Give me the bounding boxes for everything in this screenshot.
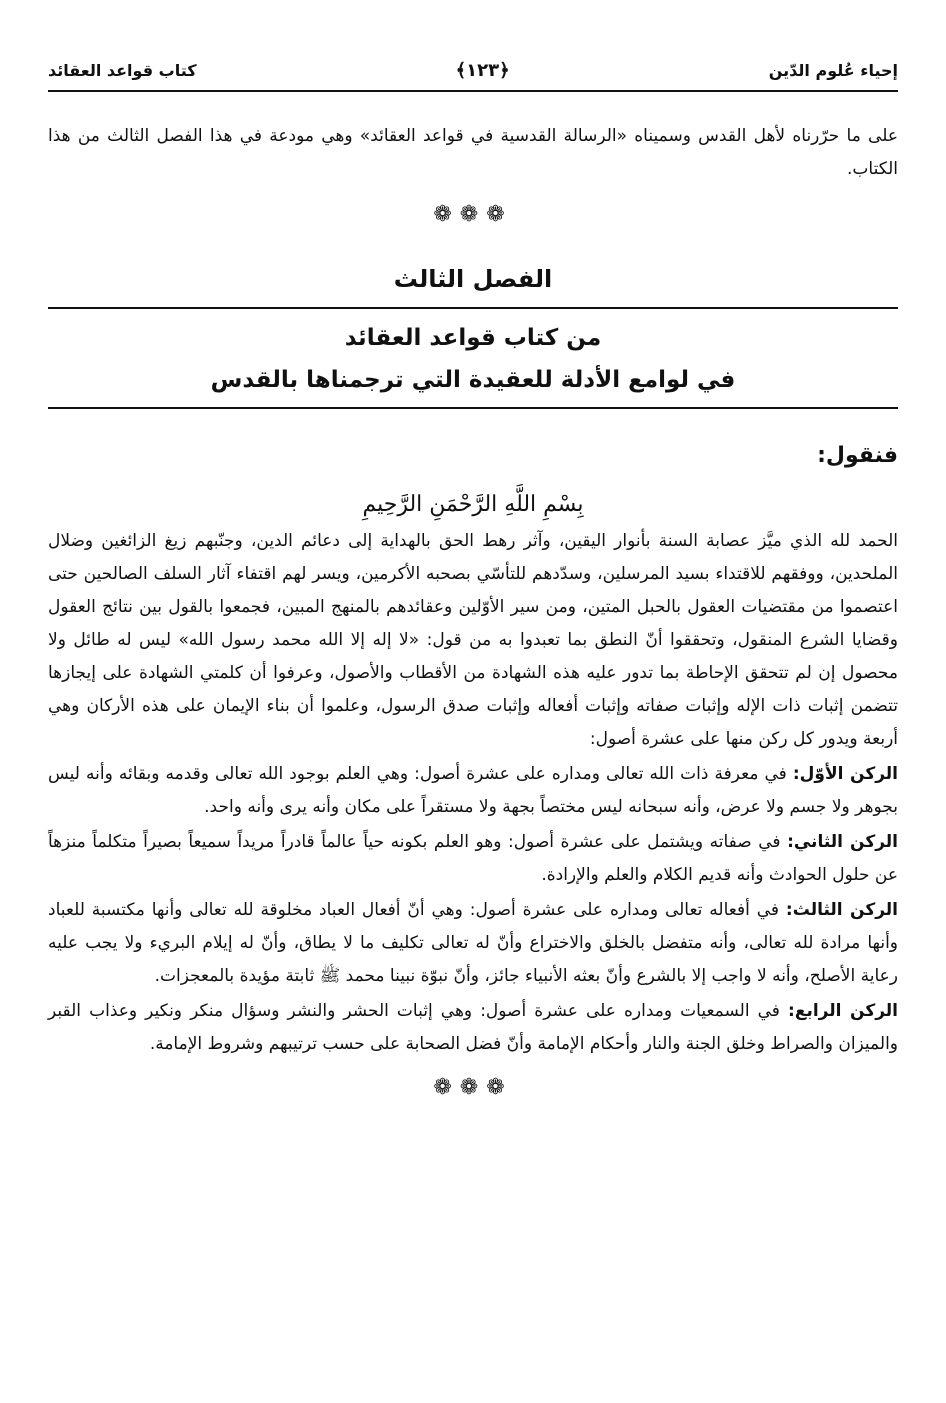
pillar-1-text: في معرفة ذات الله تعالى ومداره على عشرة أصول: وهي العلم بوجود الله تعالى وقدمه وبقائه وأنه ليس بجوهر ولا جسم ولا عرض، وأنه سبحانه ليس مختصاً بجهة ولا مستقراً على مكان وأنه يرى وأنه واحد.: [48, 764, 898, 817]
pillar-4-label: الركن الرابع:: [788, 1001, 899, 1021]
page-number: ﴿١٢٣﴾: [455, 59, 510, 81]
ornament-divider-bottom: ❁❁❁: [433, 1075, 513, 1100]
pillar-3-text: في أفعاله تعالى ومداره على عشرة أصول: وهي أنّ أفعال العباد مخلوقة لله تعالى وأنها مكتسبة للعباد وأنها مرادة لله تعالى، وأنه متفضل بالخلق والاختراع وأنّ له تعالى تكليف ما لا يطاق، وأنّ له إيلام البريء ولا يجب عليه رعاية الأصلح، وأنه لا واجب إلا بالشرع وأنّ بعثه الأنبياء جائز، وأنّ نبوّة نبينا محمد ﷺ ثابتة مؤيدة بالمعجزات.: [48, 900, 898, 986]
running-header: [48, 50, 898, 92]
pillar-3: [48, 894, 898, 993]
book-title: إحياء عُلوم الدّين: [768, 60, 898, 80]
pillar-2: [48, 826, 898, 892]
pillar-2-text: في صفاته ويشتمل على عشرة أصول: وهو العلم بكونه حياً عالماً قادراً مريداً سميعاً بصيراً متكلماً منزهاً عن حلول الحوادث وأنه قديم الكلام والعلم والإرادة.: [48, 832, 898, 885]
pillar-3-label: الركن الثالث:: [785, 900, 899, 920]
section-title: كتاب قواعد العقائد: [48, 60, 197, 80]
book-page: [48, 50, 898, 1106]
bottom-rule: [48, 407, 898, 409]
title-block: [48, 309, 898, 405]
pillar-4-text: في السمعيات ومداره على عشرة أصول: وهي إثبات الحشر والنشر وسؤال منكر ونكير وعذاب القبر والميزان والصراط وخلق الجنة والنار وأحكام الإمامة وأنّ فضل الصحابة على حسب ترتيبهم وشروط الإمامة.: [48, 1001, 898, 1054]
pillar-1: [48, 758, 898, 824]
chapter-title: الفصل الثالث: [393, 265, 553, 293]
title-line-1: من كتاب قواعد العقائد: [344, 325, 602, 351]
title-line-2: في لوامع الأدلة للعقيدة التي ترجمناها بالقدس: [210, 367, 736, 393]
pillar-1-label: الركن الأوّل:: [792, 764, 898, 784]
intro-paragraph: على ما حرّرناه لأهل القدس وسميناه «الرسالة القدسية في قواعد العقائد» وهي مودعة في هذا الفصل الثالث من هذا الكتاب.: [48, 126, 898, 179]
main-paragraph: الحمد لله الذي ميَّز عصابة السنة بأنوار اليقين، وآثر رهط الحق بالهداية إلى دعائم الدين، وجنّبهم زيغ الزائغين وضلال الملحدين، ووفقهم للاقتداء بسيد المرسلين، وسدّدهم للتأسّي بصحبه الأكرمين، ويسر لهم اقتفاء آثار السلف الصالحين حتى اعتصموا من مقتضيات العقول بالحبل المتين، ومن سير الأوّلين وعقائدهم بالمنهج المبين، فجمعوا بالقول بين نتائج العقول وقضايا الشرع المنقول، وتحققوا أنّ النطق بما تعبدوا به من قول: «لا إله إلا الله محمد رسول الله» ليس له طائل ولا محصول إن لم تتحقق الإحاطة بما تدور عليه هذه الشهادة من الأقطاب والأصول، وعرفوا أن كلمتي الشهادة على إيجازها تتضمن إثبات ذات الإله وإثبات صفاته وإثبات أفعاله وإثبات صدق الرسول، وعلموا أن بناء الإيمان على هذه الأركان وهي أربعة ويدور كل ركن منها على عشرة أصول:: [48, 531, 898, 749]
ornament-divider: ❁❁❁: [433, 202, 513, 227]
pillar-4: [48, 995, 898, 1061]
basmala: بِسْمِ اللَّهِ الرَّحْمَنِ الرَّحِيمِ: [362, 492, 584, 517]
faqul-heading: فنقول:: [817, 443, 898, 468]
pillar-2-label: الركن الثاني:: [787, 832, 898, 852]
